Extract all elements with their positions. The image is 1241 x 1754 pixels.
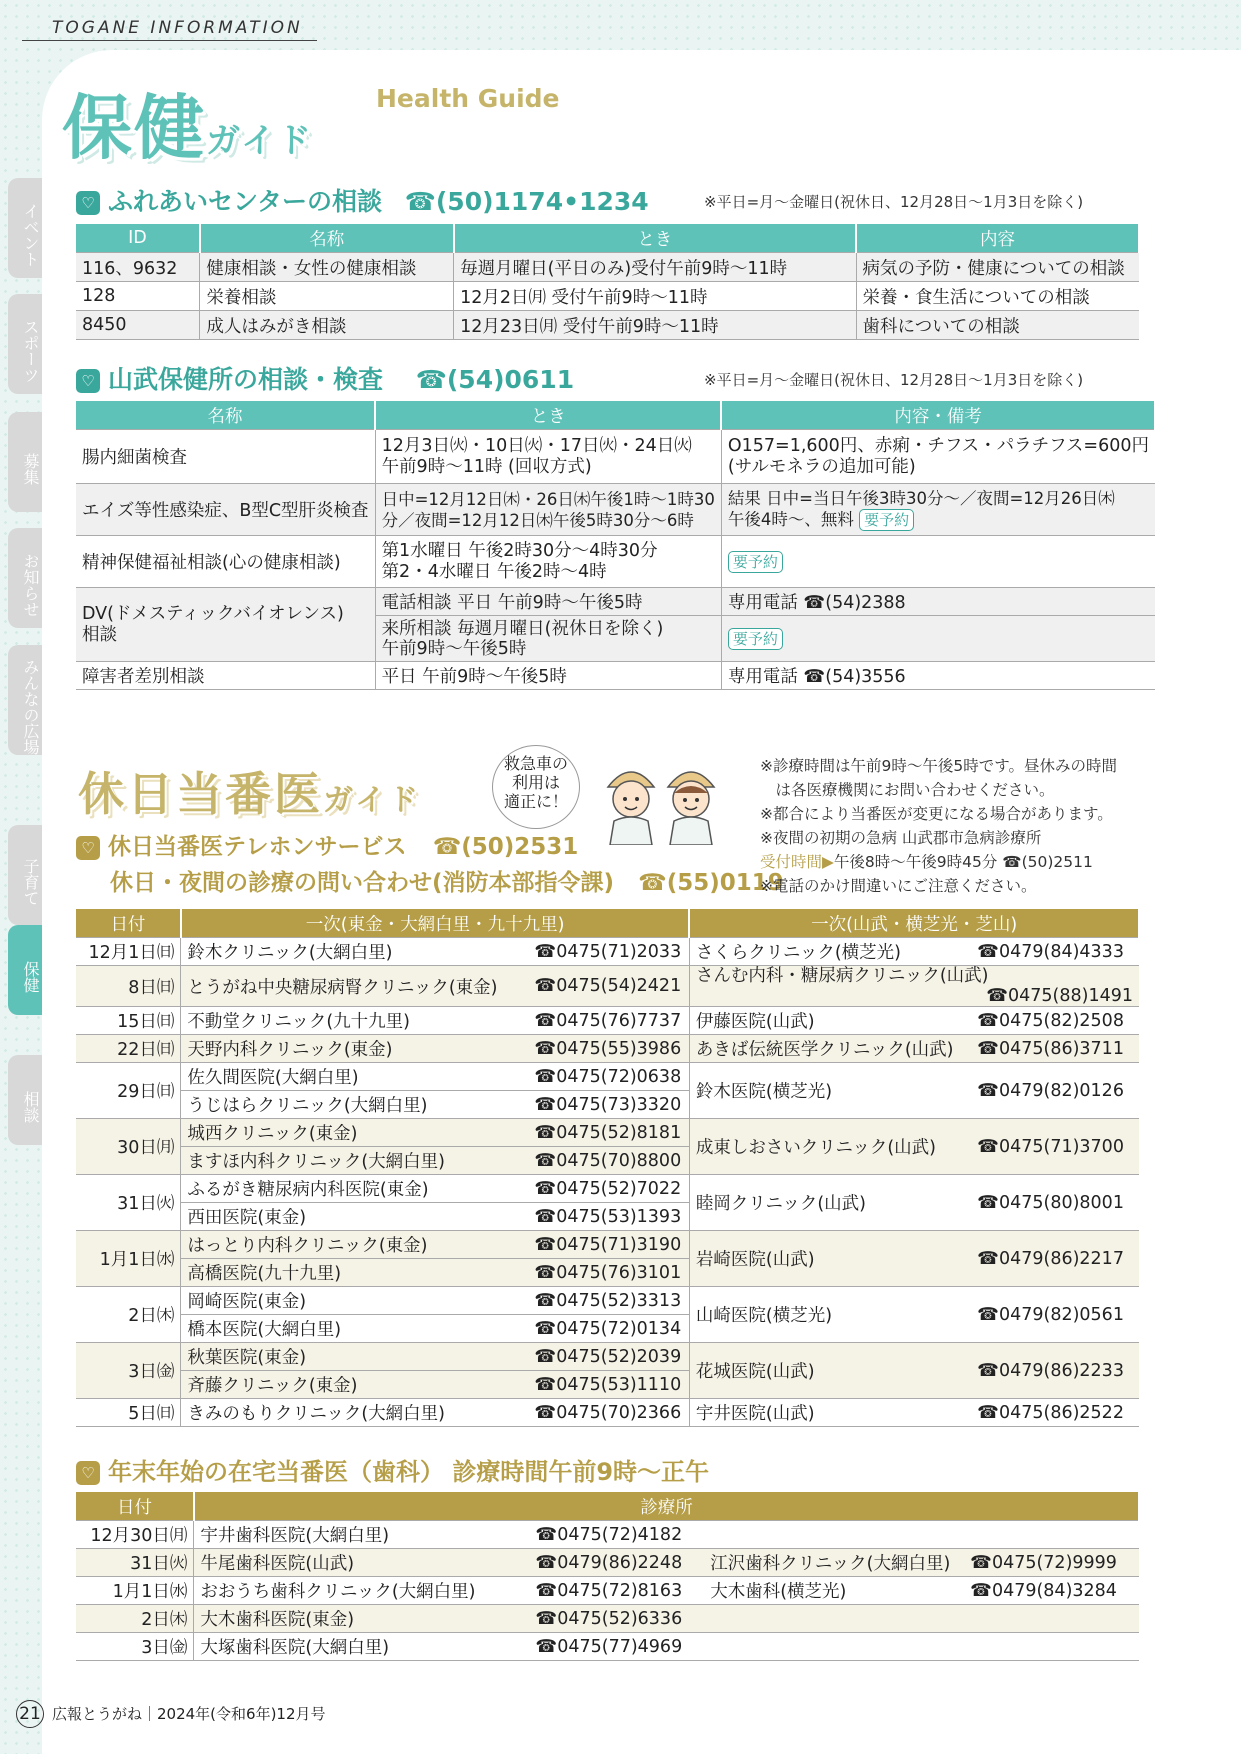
doctor-illustration-icon bbox=[660, 757, 722, 845]
clinic-phone: ☎0479(84)4333 bbox=[971, 938, 1139, 966]
tab-notice[interactable]: お知らせ bbox=[8, 528, 42, 628]
table-row bbox=[76, 1577, 1139, 1605]
clinic-name: 睦岡クリニック(山武) bbox=[689, 1175, 971, 1231]
table-row: 精神保健福祉相談(心の健康相談) 第1水曜日 午後2時30分～4時30分 第2・4水曜日 午後2時～4時 要予約 bbox=[76, 536, 1155, 588]
table-row: エイズ等性感染症、B型C型肝炎検査 日中=12月12日㈭・26日㈭午後1時～1時30 分／夜間=12月12日㈭午後5時30分～6時 結果 日中=当日午後3時30分～／夜間=12月26日㈭ 午後4時～、無料 要予約 bbox=[76, 484, 1155, 536]
clinic-name: 岡崎医院(東金) bbox=[181, 1287, 529, 1315]
clinic-phone: ☎0475(70)8800 bbox=[528, 1147, 689, 1175]
fureai-note: ※平日=月～金曜日(祝休日、12月28日～1月3日を除く) bbox=[704, 193, 1084, 211]
clinic-name: 橋本医院(大網白里) bbox=[181, 1315, 529, 1343]
table-row bbox=[76, 1119, 1139, 1147]
table-row bbox=[76, 1633, 1139, 1661]
clinic-phone: ☎0475(71)2033 bbox=[528, 938, 689, 966]
consult-icon: ♡ bbox=[76, 191, 100, 215]
clinic-name: 不動堂クリニック(九十九里) bbox=[181, 1007, 529, 1035]
clinic-name: 成東しおさいクリニック(山武) bbox=[689, 1119, 971, 1175]
tab-community[interactable]: みんなの広場 bbox=[8, 645, 42, 755]
col-header: ID bbox=[76, 224, 200, 253]
table-row: 腸内細菌検査 12月3日㈫・10日㈫・17日㈫・24日㈫ 午前9時～11時 (回収方式) O157=1,600円、赤痢・チフス・パラチフス=600円 (サルモネラの追加可能) bbox=[76, 430, 1155, 484]
col-header: 名称 bbox=[76, 401, 375, 430]
table-row bbox=[76, 1007, 1139, 1035]
table-row: DV(ドメスティックバイオレンス) 相談 電話相談 平日 午前9時～午後5時 専用電話 ☎(54)2388 bbox=[76, 588, 1155, 616]
col-header: 日付 bbox=[76, 909, 181, 938]
clinic-name: 秋葉医院(東金) bbox=[181, 1343, 529, 1371]
header-rule bbox=[22, 40, 317, 41]
clinic-name: きみのもりクリニック(大網白里) bbox=[181, 1399, 529, 1427]
clinic-name: 鈴木クリニック(大網白里) bbox=[181, 938, 529, 966]
duty-date: 3日㈮ bbox=[76, 1343, 181, 1399]
col-header: とき bbox=[375, 401, 721, 430]
duty-date: 12月1日㈰ bbox=[76, 938, 181, 966]
clinic-name: 斉藤クリニック(東金) bbox=[181, 1371, 529, 1399]
table-row bbox=[76, 1399, 1139, 1427]
clinic-phone: ☎0475(76)3101 bbox=[528, 1259, 689, 1287]
reservation-badge: 要予約 bbox=[728, 551, 783, 573]
dental-date: 12月30日㈪ bbox=[76, 1521, 194, 1549]
clinic-name: ますほ内科クリニック(大網白里) bbox=[181, 1147, 529, 1175]
clinic-name: 大木歯科医院(東金) bbox=[194, 1605, 530, 1633]
duty-date: 29日㈰ bbox=[76, 1063, 181, 1119]
duty-date: 30日㈪ bbox=[76, 1119, 181, 1175]
dental-date: 3日㈮ bbox=[76, 1633, 194, 1661]
dental-date: 1月1日㈬ bbox=[76, 1577, 194, 1605]
holiday-guide-title: 休日当番医ガイド bbox=[78, 767, 422, 821]
clinic-phone: ☎0475(52)7022 bbox=[528, 1175, 689, 1203]
clinic-phone: ☎0475(73)3320 bbox=[528, 1091, 689, 1119]
clinic-phone: ☎0475(86)3711 bbox=[971, 1035, 1139, 1063]
table-row bbox=[76, 1343, 1139, 1371]
clinic-name: 宇井歯科医院(大網白里) bbox=[194, 1521, 530, 1549]
page-number: 21 bbox=[16, 1700, 44, 1728]
sanbu-heading: ♡ 山武保健所の相談・検査 ☎(54)0611 bbox=[76, 360, 574, 396]
fureai-table bbox=[76, 224, 1140, 340]
clinic-phone: ☎0475(52)6336 bbox=[529, 1605, 704, 1633]
tab-consult[interactable]: 相談 bbox=[8, 1055, 42, 1145]
clinic-phone: ☎0475(86)2522 bbox=[971, 1399, 1139, 1427]
tab-recruit[interactable]: 募集 bbox=[8, 412, 42, 512]
clinic-phone: ☎0479(82)0126 bbox=[971, 1063, 1139, 1119]
clinic-phone: ☎0479(86)2248 bbox=[529, 1549, 704, 1577]
clinic-phone: ☎0475(72)8163 bbox=[529, 1577, 704, 1605]
col-header: 一次(東金・大網白里・九十九里) bbox=[181, 909, 690, 938]
doctor-illustration-icon bbox=[600, 757, 662, 845]
clinic-name bbox=[704, 1633, 964, 1661]
clinic-name: 天野内科クリニック(東金) bbox=[181, 1035, 529, 1063]
reservation-badge: 要予約 bbox=[728, 628, 783, 650]
clinic-name: あきば伝統医学クリニック(山武) bbox=[689, 1035, 971, 1063]
duty-date: 31日㈫ bbox=[76, 1175, 181, 1231]
dental-date: 31日㈫ bbox=[76, 1549, 194, 1577]
clinic-name: 大塚歯科医院(大網白里) bbox=[194, 1633, 530, 1661]
table-row: 116、9632 健康相談・女性の健康相談 毎週月曜日(平日のみ)受付午前9時～11時 病気の予防・健康についての相談 bbox=[76, 253, 1139, 282]
table-row: 8450 成人はみがき相談 12月23日㈪ 受付午前9時～11時 歯科についての相談 bbox=[76, 311, 1139, 340]
table-row: 障害者差別相談 平日 午前9時～午後5時 専用電話 ☎(54)3556 bbox=[76, 662, 1155, 690]
tab-health[interactable]: 保健 bbox=[8, 925, 42, 1015]
clinic-phone: ☎0475(53)1110 bbox=[528, 1371, 689, 1399]
table-row bbox=[76, 1521, 1139, 1549]
tab-sports[interactable]: スポーツ bbox=[8, 294, 42, 394]
clinic-phone: ☎0479(86)2217 bbox=[971, 1231, 1139, 1287]
header-label: TOGANE INFORMATION bbox=[52, 18, 303, 38]
duty-date: 8日㈰ bbox=[76, 966, 181, 1007]
clinic-name: ふるがき糖尿病内科医院(東金) bbox=[181, 1175, 529, 1203]
clinic-name: 伊藤医院(山武) bbox=[689, 1007, 971, 1035]
col-header: 一次(山武・横芝光・芝山) bbox=[689, 909, 1139, 938]
page-title: 保健ガイド bbox=[62, 87, 313, 169]
clinic-phone: ☎0475(52)3313 bbox=[528, 1287, 689, 1315]
clinic-phone: ☎0475(55)3986 bbox=[528, 1035, 689, 1063]
consult-icon: ♡ bbox=[76, 369, 100, 393]
clinic-name: 佐久間医院(大網白里) bbox=[181, 1063, 529, 1091]
clinic-name: 高橋医院(九十九里) bbox=[181, 1259, 529, 1287]
clinic-name bbox=[704, 1605, 964, 1633]
clinic-phone: ☎0475(80)8001 bbox=[971, 1175, 1139, 1231]
dental-date: 2日㈭ bbox=[76, 1605, 194, 1633]
table-row bbox=[76, 1035, 1139, 1063]
duty-date: 1月1日㈬ bbox=[76, 1231, 181, 1287]
clinic-name: 花城医院(山武) bbox=[689, 1343, 971, 1399]
clinic-phone: ☎0475(52)2039 bbox=[528, 1343, 689, 1371]
duty-date: 22日㈰ bbox=[76, 1035, 181, 1063]
col-header: とき bbox=[454, 224, 856, 253]
dental-table bbox=[76, 1492, 1140, 1661]
clinic-name: さくらクリニック(横芝光) bbox=[689, 938, 971, 966]
table-row bbox=[76, 1063, 1139, 1091]
ambulance-speech-bubble: 救急車の 利用は 適正に！ bbox=[492, 745, 580, 829]
clinic-phone: ☎0475(77)4969 bbox=[529, 1633, 704, 1661]
table-row bbox=[76, 1231, 1139, 1259]
col-header: 内容・備考 bbox=[721, 401, 1155, 430]
duty-date: 15日㈰ bbox=[76, 1007, 181, 1035]
clinic-name bbox=[704, 1521, 964, 1549]
fureai-heading: ♡ ふれあいセンターの相談 ☎(50)1174•1234 bbox=[76, 182, 649, 218]
col-header: 日付 bbox=[76, 1492, 194, 1521]
clinic-phone: ☎0475(72)0638 bbox=[528, 1063, 689, 1091]
holiday-duty-table bbox=[76, 909, 1140, 1427]
clinic-phone: ☎0475(72)4182 bbox=[529, 1521, 704, 1549]
table-row bbox=[76, 1175, 1139, 1203]
sanbu-phone: ☎(54)0611 bbox=[415, 365, 575, 394]
col-header: 内容 bbox=[856, 224, 1139, 253]
clinic-name: とうがね中央糖尿病腎クリニック(東金) bbox=[181, 966, 529, 1007]
footer-text: 広報とうがね｜2024年(令和6年)12月号 bbox=[52, 1705, 326, 1723]
clinic-phone: ☎0475(76)7737 bbox=[528, 1007, 689, 1035]
clinic-phone: ☎0479(82)0561 bbox=[971, 1287, 1139, 1343]
clinic-phone: ☎0475(82)2508 bbox=[971, 1007, 1139, 1035]
table-row: 来所相談 毎週月曜日(祝休日を除く) 午前9時～午後5時 要予約 bbox=[76, 616, 1155, 662]
clinic-name: 宇井医院(山武) bbox=[689, 1399, 971, 1427]
table-row bbox=[76, 1549, 1139, 1577]
col-header: 診療所 bbox=[194, 1492, 1139, 1521]
table-row bbox=[76, 966, 1139, 1007]
clinic-phone: ☎0475(72)0134 bbox=[528, 1315, 689, 1343]
fureai-phone: ☎(50)1174•1234 bbox=[404, 187, 649, 216]
clinic-name: 鈴木医院(横芝光) bbox=[689, 1063, 971, 1119]
clinic-phone: ☎0475(71)3190 bbox=[528, 1231, 689, 1259]
clinic-name: 西田医院(東金) bbox=[181, 1203, 529, 1231]
clinic-name: 江沢歯科クリニック(大網白里) bbox=[704, 1549, 964, 1577]
consult-icon: ♡ bbox=[76, 836, 100, 860]
clinic-name: 山崎医院(横芝光) bbox=[689, 1287, 971, 1343]
reservation-badge: 要予約 bbox=[859, 509, 914, 531]
clinic-name: おおうち歯科クリニック(大網白里) bbox=[194, 1577, 530, 1605]
clinic-phone: ☎0475(72)9999 bbox=[964, 1549, 1139, 1577]
clinic-phone: ☎0479(84)3284 bbox=[964, 1577, 1139, 1605]
tab-childcare[interactable]: 子育て bbox=[8, 825, 42, 925]
clinic-name: 城西クリニック(東金) bbox=[181, 1119, 529, 1147]
clinic-phone: ☎0475(71)3700 bbox=[971, 1119, 1139, 1175]
sanbu-note: ※平日=月～金曜日(祝休日、12月28日～1月3日を除く) bbox=[704, 371, 1084, 389]
clinic-name: うじはらクリニック(大網白里) bbox=[181, 1091, 529, 1119]
holiday-tel-heading: ♡ 休日当番医テレホンサービス ☎(50)2531 bbox=[76, 828, 578, 861]
col-header: 名称 bbox=[200, 224, 454, 253]
clinic-name: 牛尾歯科医院(山武) bbox=[194, 1549, 530, 1577]
clinic-phone: ☎0475(54)2421 bbox=[528, 966, 689, 1007]
duty-date: 2日㈭ bbox=[76, 1287, 181, 1343]
page-footer bbox=[16, 1700, 326, 1728]
clinic-name: 大木歯科(横芝光) bbox=[704, 1577, 964, 1605]
dental-heading: ♡ 年末年始の在宅当番医（歯科） 診療時間午前9時～正午 bbox=[76, 1452, 709, 1487]
clinic-name: 岩崎医院(山武) bbox=[689, 1231, 971, 1287]
table-row bbox=[76, 1605, 1139, 1633]
table-row bbox=[76, 1287, 1139, 1315]
clinic-phone bbox=[964, 1521, 1139, 1549]
holiday-notes: ※診療時間は午前9時～午後5時です。昼休みの時間 は各医療機関にお問い合わせください。 ※都合により当番医が変更になる場合があります。 ※夜間の初期の急病 山武郡市急病診療所 受付時間▶午後8時～午後9時45分 ☎(50)2511 ※電話のかけ間違いにご注意ください。 bbox=[760, 757, 1117, 895]
clinic-name: さんむ内科・糖尿病クリニック(山武) ☎0475(88)1491 bbox=[689, 966, 1139, 1007]
clinic-phone: ☎0475(53)1393 bbox=[528, 1203, 689, 1231]
clinic-phone bbox=[964, 1633, 1139, 1661]
clinic-name: はっとり内科クリニック(東金) bbox=[181, 1231, 529, 1259]
duty-date: 5日㈰ bbox=[76, 1399, 181, 1427]
clinic-phone: ☎0479(86)2233 bbox=[971, 1343, 1139, 1399]
table-row bbox=[76, 938, 1139, 966]
clinic-phone: ☎0475(52)8181 bbox=[528, 1119, 689, 1147]
night-inquiry-heading: 休日・夜間の診療の問い合わせ(消防本部指令課) ☎(55)0119 bbox=[110, 870, 784, 896]
clinic-phone bbox=[964, 1605, 1139, 1633]
tab-event[interactable]: イベント bbox=[8, 178, 42, 278]
tooth-icon: ♡ bbox=[76, 1461, 100, 1485]
sanbu-table bbox=[76, 401, 1156, 690]
page-title-en: Health Guide bbox=[376, 84, 560, 113]
clinic-phone: ☎0475(70)2366 bbox=[528, 1399, 689, 1427]
table-row: 128 栄養相談 12月2日㈪ 受付午前9時～11時 栄養・食生活についての相談 bbox=[76, 282, 1139, 311]
